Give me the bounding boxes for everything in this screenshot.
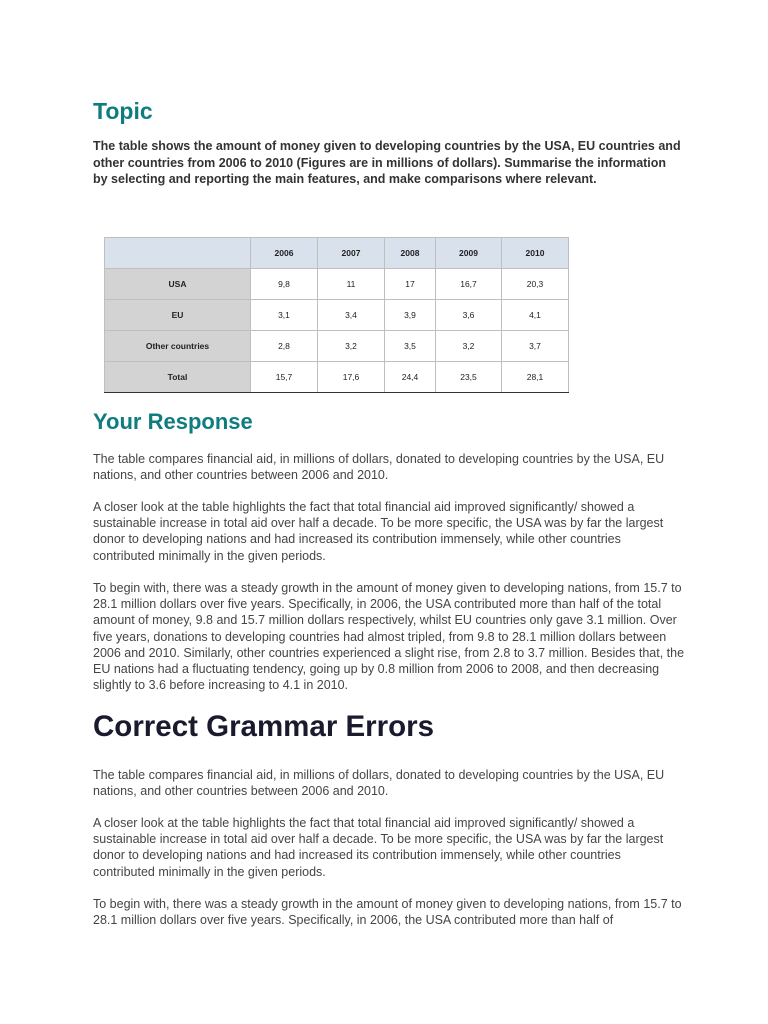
table-row [105,300,569,331]
table-year-header: 2006 [251,238,318,269]
table-cell: 3,2 [318,331,385,362]
table-cell: 24,4 [385,362,436,393]
aid-table-wrapper [104,237,569,393]
table-row-total [105,362,569,393]
topic-prompt: The table shows the amount of money given to developing countries by the USA, EU countries and other countries from 2006 to 2010 (Figures are in millions of dollars). Summarise the information by selecting and reporting the main features, and make comparisons where relevant. [93,139,681,186]
table-cell: 3,9 [385,300,436,331]
table-cell: 11 [318,269,385,300]
response-heading: Your Response [93,409,253,434]
table-cell: 17 [385,269,436,300]
table-year-header: 2009 [436,238,502,269]
table-cell: 16,7 [436,269,502,300]
table-cell: 3,6 [436,300,502,331]
table-cell: 3,5 [385,331,436,362]
table-cell: 17,6 [318,362,385,393]
table-header-row [105,238,569,269]
table-year-header: 2008 [385,238,436,269]
table-cell: 4,1 [502,300,569,331]
table-cell: 3,2 [436,331,502,362]
response-paragraph-2: A closer look at the table highlights the fact that total financial aid improved significantly/ showed a sustainable increase in total aid over half a decade. To be more specific, the USA was by far the largest donor to developing nations and had increased its contribution immensely, while other countries contributed minimally in the given periods. [93,500,664,563]
grammar-paragraph-2: A closer look at the table highlights the fact that total financial aid improved significantly/ showed a sustainable increase in total aid over half a decade. To be more specific, the USA was by far the largest donor to developing nations and had increased its contribution immensely, while other countries contributed minimally in the given periods. [93,816,664,879]
table-cell: 9,8 [251,269,318,300]
grammar-paragraph-1: The table compares financial aid, in millions of dollars, donated to developing countries by the USA, EU nations, and other countries between 2006 and 2010. [93,768,665,799]
aid-table [104,237,569,393]
table-corner-cell [105,238,251,269]
table-cell: 3,4 [318,300,385,331]
table-row-label: EU [105,300,251,331]
grammar-paragraph-3: To begin with, there was a steady growth in the amount of money given to developing nations, from 15.7 to 28.1 million dollars over five years. Specifically, in 2006, the USA contributed more than half of [93,897,682,928]
table-row-label: Total [105,362,251,393]
table-row [105,331,569,362]
table-cell: 15,7 [251,362,318,393]
table-row [105,269,569,300]
table-year-header: 2007 [318,238,385,269]
table-cell: 3,1 [251,300,318,331]
table-cell: 28,1 [502,362,569,393]
response-paragraph-3: To begin with, there was a steady growth in the amount of money given to developing nations, from 15.7 to 28.1 million dollars over five years. Specifically, in 2006, the USA contributed more than half of the total amount of money, 9.8 and 15.7 million dollars respectively, whilst EU countries only gave 3.1 million. Over five years, donations to developing countries had almost tripled, from 9.8 to 28.1 million dollars between 2006 and 2010. Similarly, other countries experienced a slight rise, from 2.8 to 3.7 million. Besides that, the EU nations had a fluctuating tendency, going up by 0.8 million from 2006 to 2008, and then decreasing slightly to 3.6 before increasing to 4.1 in 2010. [93,581,685,693]
table-cell: 20,3 [502,269,569,300]
topic-heading: Topic [93,98,153,124]
grammar-heading: Correct Grammar Errors [93,710,435,743]
table-cell: 3,7 [502,331,569,362]
table-year-header: 2010 [502,238,569,269]
table-cell: 2,8 [251,331,318,362]
table-cell: 23,5 [436,362,502,393]
response-paragraph-1: The table compares financial aid, in millions of dollars, donated to developing countries by the USA, EU nations, and other countries between 2006 and 2010. [93,452,665,483]
table-row-label: USA [105,269,251,300]
table-row-label: Other countries [105,331,251,362]
